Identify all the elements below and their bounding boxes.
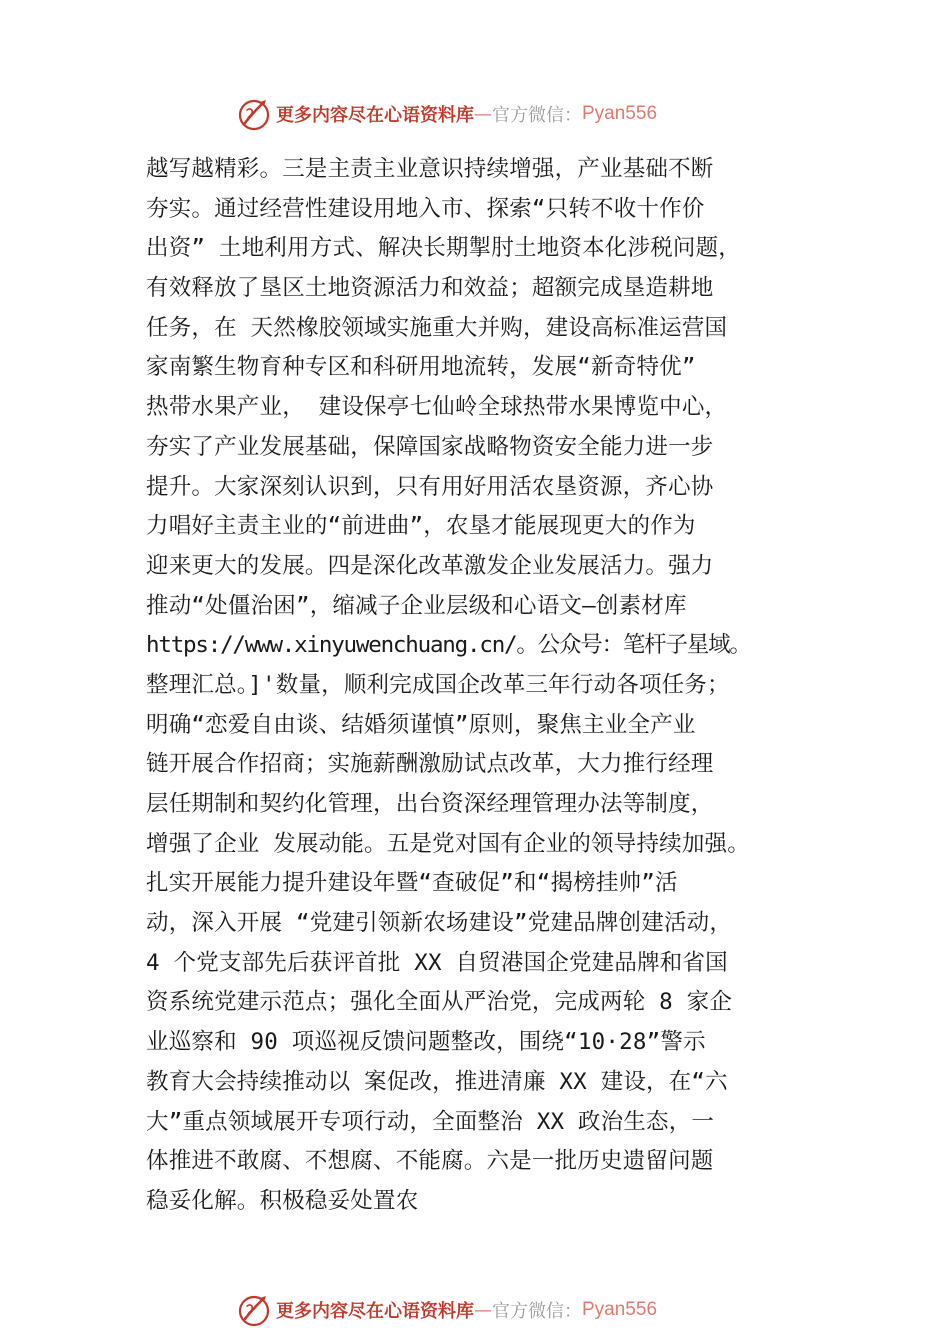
text-line: 层任期制和契约化管理，出台资深经理管理办法等制度， (146, 791, 714, 817)
text-line: 扎实开展能力提升建设年暨“查破促”和“揭榜挂帅”活 (146, 870, 678, 897)
text-line: 家南繁生物育种专区和科研用地流转，发展“新奇特优” (146, 354, 696, 381)
header-watermark-banner (236, 94, 736, 134)
text-line: 业巡察和 90 项巡视反馈问题整改，围绕“10·28”警示 (146, 1029, 706, 1056)
banner-dash: — (474, 103, 492, 125)
banner-wechat-label: 官方微信： (492, 1301, 582, 1322)
text-line: 动，深入开展 “党建引领新农场建设”党建品牌创建活动， (146, 910, 733, 937)
text-line: 体推进不敢腐、不想腐、不能腐。六是一批历史遗留问题 (146, 1148, 714, 1175)
text-line: 出资” 土地利用方式、解决长期掣肘土地资本化涉税问题， (146, 235, 741, 262)
text-line: 有效释放了垦区土地资源活力和效益；超额完成垦造耕地 (146, 275, 714, 302)
pen-seal-logo-icon (236, 1292, 272, 1328)
text-line: 增强了企业 发展动能。五是党对国有企业的领导持续加强。 (146, 830, 750, 857)
text-line: 链开展合作招商；实施薪酬激励试点改革，大力推行经理 (146, 751, 714, 778)
banner-brand-text: 更多内容尽在心语资料库 (276, 105, 474, 126)
text-line: 任务，在 天然橡胶领域实施重大并购，建设高标准运营国 (146, 314, 728, 341)
text-line: 4 个党支部先后获评首批 XX 自贸港国企党建品牌和省国 (146, 949, 728, 976)
pen-seal-logo-icon (236, 96, 272, 132)
banner-wechat-label: 官方微信： (492, 105, 582, 126)
text-line: 明确“恋爱自由谈、结婚须谨慎”原则，聚焦主业全产业 (146, 711, 696, 738)
text-line: 夯实了产业发展基础，保障国家战略物资安全能力进一步 (146, 433, 714, 460)
banner-dash: — (474, 1299, 492, 1321)
text-line: 教育大会持续推动以 案促改，推进清廉 XX 建设，在“六 (146, 1068, 728, 1095)
banner-wechat-handle: Pyan556 (582, 1299, 658, 1320)
text-line: 稳妥化解。积极稳妥处置农 (146, 1187, 419, 1214)
text-line: 资系统党建示范点；强化全面从严治党，完成两轮 8 家企 (146, 989, 733, 1016)
text-line: 夯实。通过经营性建设用地入市、探索“只转不收十作价 (146, 195, 705, 222)
document-body (146, 150, 836, 1222)
text-line: 迎来更大的发展。四是深化改革激发企业发展活力。强力 (146, 552, 714, 579)
text-line-url: https://www.xinyuwenchuang.cn/。公众号：笔杆子星域。 (146, 632, 751, 659)
text-line: 越写越精彩。三是主责主业意识持续增强，产业基础不断 (146, 156, 714, 182)
text-line: 热带水果产业， 建设保亭七仙岭全球热带水果博览中心， (146, 394, 728, 421)
banner-brand-text: 更多内容尽在心语资料库 (276, 1301, 474, 1322)
footer-watermark-banner (236, 1290, 736, 1330)
banner-wechat-handle: Pyan556 (582, 103, 658, 124)
text-line: 整理汇总。]'数量，顺利完成国企改革三年行动各项任务； (146, 671, 730, 698)
text-line: 提升。大家深刻认识到，只有用好用活农垦资源，齐心协 (146, 473, 714, 500)
text-line: 力唱好主责主业的“前进曲”，农垦才能展现更大的作为 (146, 513, 696, 540)
text-line: 推动“处僵治困”，缩减子企业层级和心语文—创素材库 (146, 592, 687, 619)
text-line: 大”重点领域展开专项行动，全面整治 XX 政治生态，一 (146, 1108, 715, 1135)
